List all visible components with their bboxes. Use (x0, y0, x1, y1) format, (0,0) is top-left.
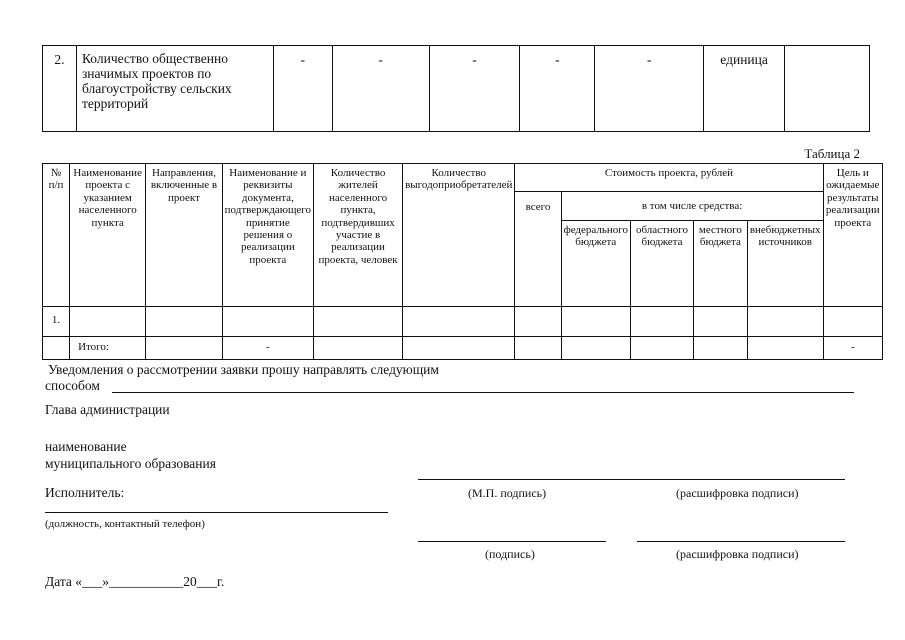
table-cell: - (823, 337, 882, 360)
notice-text: Уведомления о рассмотрении заявки прошу направлять следующим (48, 362, 439, 377)
table-cell (693, 307, 747, 337)
table-cell (515, 307, 561, 337)
row-number: 1. (43, 307, 70, 337)
col-header-including: в том числе средства: (561, 192, 823, 221)
table-cell (631, 337, 694, 360)
table-cell: - (332, 46, 429, 132)
table-cell (70, 307, 146, 337)
table-cell (693, 337, 747, 360)
municipality-label: муниципального образования (45, 456, 216, 471)
total-label: Итого: (70, 337, 146, 360)
table-cell (314, 337, 403, 360)
col-header-total: всего (515, 192, 561, 307)
table-cell: - (429, 46, 520, 132)
executor-label: Исполнитель: (45, 485, 125, 500)
table-cell (631, 307, 694, 337)
notice-method-line (112, 392, 854, 393)
signature-caption: (подпись) (485, 547, 535, 561)
table-cell (785, 46, 870, 132)
table-cell: - (222, 337, 313, 360)
col-header-directions: Направления, включенные в проект (146, 164, 222, 307)
table-cell (314, 307, 403, 337)
col-header-regional: областного бюджета (631, 221, 694, 307)
decode-line (637, 541, 845, 542)
table-cell (43, 337, 70, 360)
notice-method-label: способом (45, 378, 100, 393)
table-cell: - (273, 46, 332, 132)
table-row (43, 46, 870, 132)
table-caption: Таблица 2 (804, 146, 860, 161)
col-header-federal: федерального бюджета (561, 221, 630, 307)
table-cell: - (520, 46, 595, 132)
col-header-extra: внебюджетных источников (747, 221, 823, 307)
table-cell (561, 337, 630, 360)
decode-caption: (расшифровка подписи) (676, 547, 799, 561)
table-cell (403, 307, 515, 337)
col-header-local: местного бюджета (693, 221, 747, 307)
position-phone-caption: (должность, контактный телефон) (45, 518, 205, 530)
col-header-name: Наименование проекта с указанием населенного пункта (70, 164, 146, 307)
indicator-name: Количество общественно значимых проектов по благоустройству сельских территорий (76, 46, 273, 132)
signature-line (418, 541, 606, 542)
naming-label: наименование (45, 439, 127, 454)
date-line: Дата «___»___________20___г. (45, 574, 225, 589)
unit-cell: единица (704, 46, 785, 132)
executor-line (45, 512, 388, 513)
header-row (43, 164, 883, 192)
table-cell (747, 307, 823, 337)
col-header-residents: Количество жителей населенного пункта, подтвердивших участие в реализации проекта, человек (314, 164, 403, 307)
col-header-goal: Цель и ожидаемые результаты реализации проекта (823, 164, 882, 307)
table-cell (146, 337, 222, 360)
table-cell (403, 337, 515, 360)
head-admin-label: Глава администрации (45, 402, 170, 417)
table-cell (747, 337, 823, 360)
table-cell (561, 307, 630, 337)
total-row (43, 337, 883, 360)
table-cell (222, 307, 313, 337)
decode-caption: (расшифровка подписи) (676, 486, 799, 500)
col-header-document: Наименование и реквизиты документа, подтверждающего принятие решения о реализации проекта (222, 164, 313, 307)
table-cell (823, 307, 882, 337)
table-cell (515, 337, 561, 360)
projects-table (42, 163, 883, 360)
indicators-table (42, 45, 870, 132)
table-cell: - (595, 46, 704, 132)
col-header-beneficiaries: Количество выгодоприобретателей (403, 164, 515, 307)
col-header-num: № п/п (43, 164, 70, 307)
mp-signature-caption: (М.П. подпись) (468, 486, 547, 500)
signature-line-top (418, 479, 845, 480)
row-number: 2. (43, 46, 77, 132)
col-header-cost: Стоимость проекта, рублей (515, 164, 823, 192)
table-row (43, 307, 883, 337)
table-cell (146, 307, 222, 337)
